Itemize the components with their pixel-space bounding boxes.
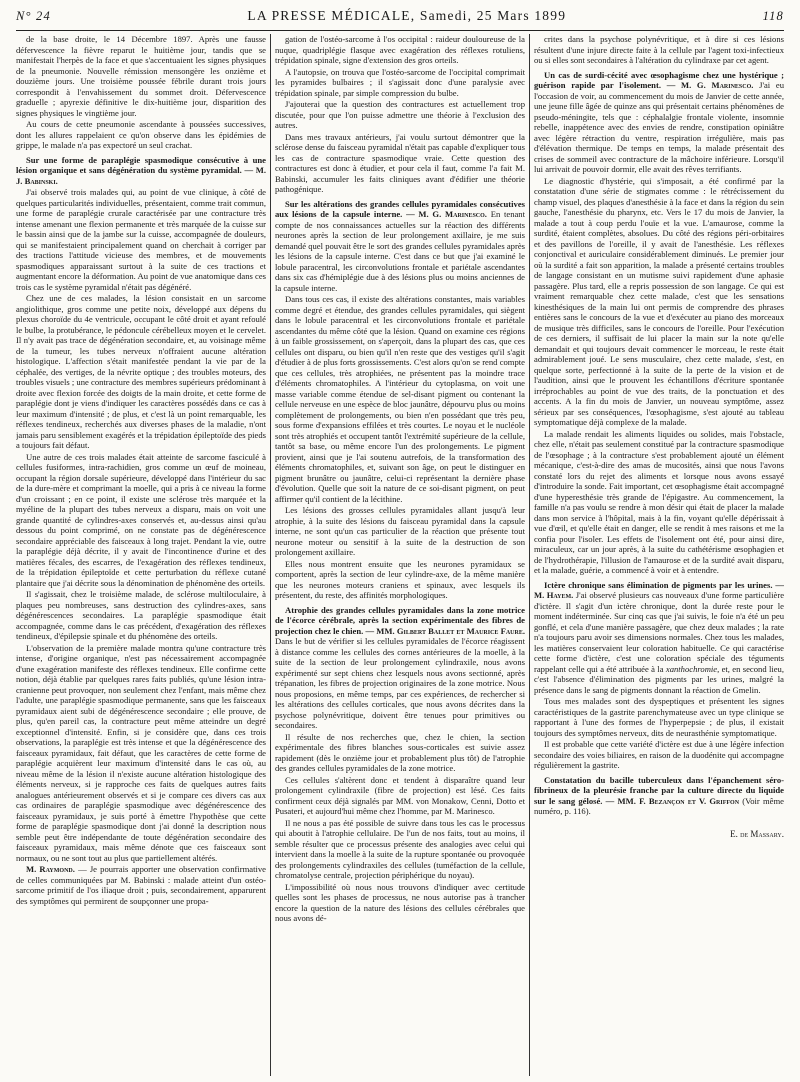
section-heading [534,775,784,817]
masthead [16,8,784,31]
paragraph: La malade rendait les aliments liquides ou solides, mais l'obstacle, chez elle, n'était pas seulement constitué par la contracture spasmodique de l'œsophage ; à la contracture s'est probablement ajouté un élément mécanique, c'est-à-dire des amas de mucosités, ainsi que nous l'avons constaté lors du rejet des aliments et lorsque nous avons essayé d'introduire la sonde. Fait important, cet œsophagisme était accompagné d'une hyperesthésie très grande de l'épigastre. Au commencement, la famille n'a pas voulu se rendre à mon désir qui était de placer la malade dans mon service à l'hôpital, mais à la fin, voyant qu'elle dépérissait à vue d'œil, et qu'elle était en danger, elle se rendit à mes raisons et me la confia pour l'isoler. Les effets de l'isolement ont été, pour ainsi dire, miraculeux, car un jour après, à la suite du cathétérisme œsophagien et de l'hydrothérapie, l'illusion de l'amaurose et de la surdité avait disparu, et la malade, guérie, a commencé à voir et à entendre. [534,428,784,575]
paragraph: Une autre de ces trois malades était atteinte de sarcome fasciculé à cellules fusiformes, intra-rachidien, gros comme un œuf de moineau, occupant la région dorsale supérieure, développé dans l'intérieur du sac de la dure-mère et comprimant la moelle, qui a pris à ce niveau la forme d'un croissant ; en ce point, il existe une sclérose très marquée et la myéline de la plupart des tubes nerveux a disparu, mais on voit une grande quantité de cylindres-axes conservés et, au-dessus ainsi qu'au dessous du point comprimé, on ne constate pas de dégénérescence secondaire appréciable des faisceaux à long trajet. Pendant la vie, outre la paraplégie déjà décrite, il y avait de l'incontinence d'urine et des matières fécales, des escarres, de l'exagération des réflexes tendineux, de la trépidation épileptoïde et cette perturbation du réflexe cutané plantaire que j'ai décrite sous la dénomination de phénomène des orteils. [16,451,266,588]
column-rule [525,34,534,1076]
column-1 [16,34,266,1076]
issue-date: Samedi, 25 Mars 1899 [419,8,567,23]
paragraph: Ces cellules s'altèrent donc et tendent à disparaître quand leur prolongement cylindraxile (fibre de projection) est lésé. Ces faits confirment ceux déjà signalés par MM. von Monakow, Cenni, Dotto et Pusateri, et aujourd'hui même chez l'homme, par M. Marinesco. [275,774,525,816]
section-title: Un cas de surdi-cécité avec œsophagisme chez une hystérique ; guérison rapide par l'isolement. [534,69,784,90]
paragraph-text: , et, en second lieu, c'est l'absence d'élimination des pigments par les urines, malgré la présence dans le sang de pigments donnant la réaction de Gmelin. [534,663,784,695]
column-rule [266,34,275,1076]
section-ballet-faure [275,605,525,924]
section-heading [16,155,266,187]
paragraph-text: J'ai eu l'occasion de voir, au commencement du mois de Janvier de cette année, une jeune fille âgée de quinze ans qui présentait certains phénomènes de pseudo-méningite, tels que : céphalalgie frontale violente, insomnie rebelle, inappétence avec des envies de rendre, constipation opiniâtre avec légère rétraction du ventre, respiration irrégulière, mais pas d'élévation thermique. De temps en temps, la malade présentait des crises de sommeil avec contracture de la mâchoire inférieure. Lorsqu'il lui arrivait de pouvoir dormir, elle avait des rêves terrifiants. [534,80,784,174]
paragraph: Au cours de cette pneumonie ascendante à poussées successives, dont les allures rappelaient ce qu'on observe dans les épidémies de grippe, le malade n'a pas expectoré un seul crachat. [16,119,266,150]
article-columns [16,34,784,1076]
paragraph: Elles nous montrent ensuite que les neurones pyramidaux se comportent, après la section de leur cylindre-axe, de la même manière que les neurones moteurs craniens et spinaux, avec lesquels ils présentent, du reste, des affinités morphologiques. [275,558,525,600]
paragraph: Chez une de ces malades, la lésion consistait en un sarcome angiolithique, gros comme une petite noix, développé aux dépens du plexus choroïde du 4e ventricule, occupant le côté droit et ayant refoulé le bulbe, la protubérance, le pédoncule cérébelleux moyen et le cervelet. Il n'y avait pas trace de dégénération secondaire, et, au voisinage même de la tumeur, les tubes nerveux n'offraient aucune altération histologique. L'affection s'était manifestée pendant la vie par de la céphalée, des vertiges, de la névrite optique ; des troubles moteurs, des troubles visuels ; une contracture des membres supérieurs prédominant à droite avec flexion forcée des doigts de la main droite, et cette forme de paraplégie dont je viens d'indiquer les caractères possédés dans ce cas à leur maximum d'intensité ; de plus, et c'est là un point remarquable, les réflexes tendineux, recherchés aux diverses phases de la maladie, n'ont jamais paru sensiblement exagérés et la trépidation épileptoïde des pieds a toujours fait défaut. [16,293,266,450]
author-signature: E. de Massary. [730,828,784,839]
section-author: — M. G. Marinesco. [406,209,487,219]
paragraph: L'observation de la première malade montra qu'une contracture très intense, d'origine organique, n'est pas nécessairement accompagnée d'une exagération manifeste des réflexes tendineux. Elle confirme cette notion, déjà établie par quelques rares faits publiés, qu'une lésion intra-cranienne peut provoquer, non seulement chez l'enfant, mais même chez l'adulte, une paraplégie spasmodique permanente, sans que les faisceaux pyramidaux aient subi de dégénérescence secondaire ; elle prouve, de plus, qu'en pareil cas, la contracture peut même atteindre un degré exceptionnel d'intensité. Enfin, si je considère que, dans ces trois observations, la paraplégie est très intense et que la dégénérescence des faisceaux pyramidaux, fait défaut, que les caractères de cette forme de paraplégie acquièrent leur maximum d'intensité dans le cas où, au niveau même de la lésion il n'existe aucune altération histologique des éléments nerveux, si je rapproche ces faits de quelques autres faits analogues antérieurement observés et si je compare ces divers cas aux cas ordinaires de paraplégie spasmodique avec dégénérescence des faisceaux pyramidaux, je suis porté à émettre l'hypothèse que cette forme de paraplégie spasmodique dont j'ai donné la description nous semble peut être indépendante de toute dégénération secondaire des faisceaux pyramidaux, mais même dénote que ces faisceaux sont normaux, ou ne sont tout au plus que partiellement altérés. [16,642,266,863]
paragraph: de la base droite, le 14 Décembre 1897. Après une fausse défervescence la fièvre reparut le huitième jour, tandis que se manifestait l'herpès de la face et que s'accentuaient les signes physiques de la pneumonie. Nouvelle rémission mensongère les onzième et douzième jours. Une troisième poussée fébrile durant trois jours correspondit à l'envahissement du sommet droit. Défervescence graduelle ; apyrexie définitive le dix-huitième jour, disparition des signes physiques le vingtième jour. [16,34,266,118]
page-number: 118 [762,9,784,23]
paragraph [16,864,266,906]
section-bacille-tuberculeux [534,775,784,817]
paragraph: Il est probable que cette variété d'ictère est due à une légère infection secondaire des voies biliaires, en raison de la duodénite qui accompagne régulièrement la gastrite. [534,739,784,770]
section-author: — M. J. Babinski. [16,165,266,186]
paragraph: Il résulte de nos recherches que, chez le chien, la section expérimentale des fibres blanches sous-corticales est suivie assez rapidement (dès le onzième jour et probablement plus tôt) de l'atrophie des grandes cellules pyramidales de la zone motrice. [275,731,525,773]
paragraph: gation de l'ostéo-sarcome à l'os occipital : raideur douloureuse de la nuque, quadriplégie flasque avec exagération des réflexes rotuliens, trépidation spinale, signe d'extension des gros orteils. [275,34,525,65]
paragraph: Tous mes malades sont des dyspeptiques et présentent les signes caractéristiques de la gastrite parenchymateuse avec un type clinique se rapportant à l'une des formes de l'hyperpepsie ; de plus, il existait toujours des symptômes nerveux, dits de neurasthénie symptomatique. [534,696,784,738]
section-title: Atrophie des grandes cellules pyramidales dans la zone motrice de l'écorce cérébrale, après la section expérimentale des fibres de projection chez le chien. [275,604,525,636]
section-heading [275,605,525,731]
paragraph: crites dans la psychose polynévritique, et à dire si ces lésions résultent d'une injure directe faite à la cellule par l'agent toxi-infectieux ou si elles sont secondaires à l'altération du cylindraxe par cet agent. [534,34,784,65]
section-author: — M. Hayem. [534,579,784,600]
paragraph-text: Dans le but de vérifier si les cellules pyramidales de l'écorce réagissent à distance comme les cellules des cornes antérieures de la moelle, à la suite de la section de leur prolongement cylindraxile, nous avons expérimenté sur sept chiens chez lesquels nous avons sectionné, après trépanation, les fibres de projection originaires de la zone motrice. Nous nous proposions, en même temps, par ces expériences, de rechercher si les altérations des cellules corticales, que nous avons décrites dans la psychose polynévritique, doivent être tenues pour primitives ou secondaires. [275,636,525,730]
paragraph: Le diagnostic d'hystérie, qui s'imposait, a été confirmé par la constatation d'une série de stigmates comme : le rétrécissement du champ visuel, des plaques d'anesthésie à la face et dans la région du sein gauche, l'anesthésie du pharynx, etc. Vers le 17 du mois de Janvier, la malade a tout à coup perdu l'ouïe et la vue. L'amaurose, comme la surdité, étaient complètes, absolues. Du côté des régions péri-orbitaires et des pavillons de l'oreille, il y avait de l'anesthésie. Les réflexes conjonctival et auriculaire considérablement diminués. Le premier jour où la surdité a fait son apparition, la malade a présenté certains troubles de langage consistant en un mutisme suivi rapidement d'une aphasie passagère. Plus tard, elle a repris possession de son langage. Ce qui est vraiment remarquable chez cette malade, c'est que les sensations kinesthésiques de la main lui ont permis de comprendre des phrases entières sans le concours de la vue et d'exécuter au piano des morceaux de musique très difficiles, sans le concours de l'oreille. Pour l'exécution de ces derniers, il suffisait de lui placer la main sur la note qu'elle demandait et qui toujours devait commencer le morceau, le reste était admirablement joué. Le sens musculaire, chez cette malade, s'est, en quelque sorte, perfectionné à la suite de la perte de la vision et de l'audition, ainsi que le prouvent les échantillons d'écriture spontanée irréprochables au point de vue des traits, de la ponctuation et des accents. A la fin du mois de Janvier, un nouveau symptôme, assez sérieux par ses conséquences, l'œsophagisme, s'est ajouté au tableau symptomatique déjà complexe de la malade. [534,175,784,427]
column-2 [275,34,525,1076]
cross-reference: (Voir même numéro, p. 116). [534,795,784,816]
paragraph: L'impossibilité où nous nous trouvons d'indiquer avec certitude quelles sont les phases de processus, ne nous autorise pas à trancher encore la question de la nature des lésions des cellules cérébrales que nous avons dé- [275,881,525,923]
paragraph: Il ne nous a pas été possible de suivre dans tous les cas le processus qui aboutit à l'atrophie cellulaire. De l'un de nos faits, tout au moins, il semble résulter que ce processus présente des analogies avec celui qui intervient dans la moelle à la suite de la rupture spontanée ou provoquée des prolongements cylindraxiles des cellules (tuméfaction de la cellule, chromatolyse centrale, projection périphérique du noyau). [275,817,525,880]
section-heading [534,580,784,696]
section-author: M. Raymond. [26,864,75,874]
paragraph: Dans mes travaux antérieurs, j'ai voulu surtout démontrer que la sclérose dense du faisceau pyramidal n'était pas capable d'expliquer tous les cas de contracture spasmodique vraie. Cette question des contractures est donc à étudier, et pour cela il faut, comme l'a fait M. Babinski, accumuler les faits cliniques avant d'édifier une théorie pathogénique. [275,131,525,194]
paragraph: J'ai observé trois malades qui, au point de vue clinique, à côté de quelques particularités individuelles, présentaient, comme trait commun, une forme de paraplégie crurale caractérisée par une contracture très intense amenant une flexion permanente et très marquée de la cuisse sur le bassin ainsi que de la jambe sur la cuisse, accompagnée de douleurs, qui se manifestaient principalement quand on cherchait à corriger par des tractions l'attitude vicieuse des membres, et de mouvements spasmodiques apparaissant surtout à la suite de ces tractions et augmentant encore la déformation. Au point de vue anatomique dans ces trois cas le système pyramidal n'était pas dégénéré. [16,187,266,292]
newspaper-title-date [51,8,763,24]
section-surdi-cecite [534,70,784,576]
section-babinski [16,155,266,907]
paragraph: J'ajouterai que la question des contractures est actuellement trop discutée, pour que l'on puisse admettre une théorie à l'exclusion des autres. [275,99,525,130]
issue-number: N° 24 [16,9,51,23]
section-title: Sur une forme de paraplégie spasmodique consécutive à une lésion organique et sans dégénération du système pyramidal. [16,154,266,175]
section-author: — M. G. Marinesco. [666,80,754,90]
paragraph: A l'autopsie, on trouva que l'ostéo-sarcome de l'occipital comprimait les pyramides bulbaires ; il s'agissait donc d'une paralysie avec trépidation spinale, par simple compression du bulbe. [275,66,525,98]
section-heading [275,199,525,294]
paragraph-text: — Je pourrais apporter une observation confirmative de celles communiquées par M. Babinski : malade atteint d'un ostéo-sarcome primitif de l'os iliaque droit ; puis, secondairement, apparurent des symptômes qui permirent de soupçonner une propa- [16,864,266,906]
section-marinesco-cellules [275,199,525,601]
paragraph: Il s'agissait, chez le troisième malade, de sclérose multiloculaire, à plaques peu nombreuses, sans destruction des cylindres-axes, sans dégénérescences secondaires. La paraplégie spasmodique était accompagnée, comme dans le cas précédent, d'exagération des réflexes tendineux, d'épilepsie spinale et du phénomène des orteils. [16,589,266,641]
column-3 [534,34,784,1076]
paragraph-text: J'ai observé plusieurs cas nouveaux d'une forme particulière d'ictère. Il s'agit d'un ictère chronique, dont la durée reste pour le moment indéterminée. Sur cinq cas que j'ai suivis, le foie n'a été un peu gonflé, et cela d'une manière passagère, que chez deux malades ; la rate n'a toujours paru avoir ses dimensions normales. Chez tous les malades, les matières conservaient leur coloration habituelle. Ce qui caractérise cette forme d'ictère, c'est une coloration spéciale des téguments rappelant celle qui a été attribuée à la [534,590,784,674]
newspaper-title: LA PRESSE MÉDICALE, [247,8,416,23]
section-title: Sur les altérations des grandes cellules pyramidales consécutives aux lésions de la capsule interne. [275,198,525,219]
paragraph: Dans tous ces cas, il existe des altérations constantes, mais variables comme degré et étendue, des grandes cellules pyramidales, qui siègent dans le lobule paracentral et les circonvolutions frontale et pariétale ascendantes du même côté que la lésion. Quand on examine ces régions à un faible grossissement, on s'aperçoit, dans la plupart des cas, que ces cellules ont disparu, ou bien qu'il n'en reste que des vestiges qu'il s'agit d'étudier à de plus forts grossissements. C'est alors qu'on se rend compte que ces cellules, très atrophiées, ne présentent pas la moindre trace d'éléments chromatophiles. A l'intérieur du cytoplasma, on voit une masse variable comme étendue de sel-disant pigment ou contenant la cellule nerveuse en une espèce de bloc jaunâtre, dépourvu plus ou moins complètement de prolongements, ou bien n'en possédant que très peu, sous forme d'expansions effilées et très courtes. Le noyau et le nucléole sont très atrophiés et occupent tantôt l'extrémité supérieure de la cellule, tantôt sa base, ou même encore l'un des prolongements. Le pigment provient, ainsi que je l'ai soutenu autrefois, de la transformation des éléments chromatophiles, et, suivant son âge, on peut le distinguer en pigment brunâtre ou jaunâtre, celui-ci représentant la dernière phase d'évolution. Quelle que soit la nature de ce soi-disant pigment, on peut affirmer qu'il contient de la lécithine. [275,294,525,504]
section-ictere [534,580,784,771]
section-title: Constatation du bacille tuberculeux dans l'épanchement séro-fibrineux de la pleurésie franche par la culture directe du liquide sur le sang gélosé. [534,774,784,806]
section-heading [534,70,784,175]
section-author: — MM. Gilbert Ballet et Maurice Faure. [365,625,525,636]
paragraph: Les lésions des grosses cellules pyramidales allant jusqu'à leur atrophie, à la suite des lésions du faisceau pyramidal dans la capsule interne, ne sont qu'un cas particulier de la réaction que présente tout neurone moteur ou sensitif à la suite de la destruction de son prolongement axillaire. [275,505,525,557]
paragraph-text: En tenant compte de nos connaissances actuelles sur la réaction des différents neurones après la section de leur prolongement axillaire, je me suis demandé quel pouvait être le sort des grandes cellules pyramidales après les lésions de la capsule interne. C'est dans ce but que j'ai examiné le lobule paracentral, les circonvolutions frontale et pariétale ascendantes dans six cas d'hémiplégie due à des lésions plus ou moins anciennes de la capsule interne. [275,209,525,293]
section-title: Ictère chronique sans élimination de pigments par les urines. [544,579,773,590]
section-author: — MM. F. Bezançon et V. Griffon [605,795,740,806]
italic-term: xanthochromie [665,663,718,674]
